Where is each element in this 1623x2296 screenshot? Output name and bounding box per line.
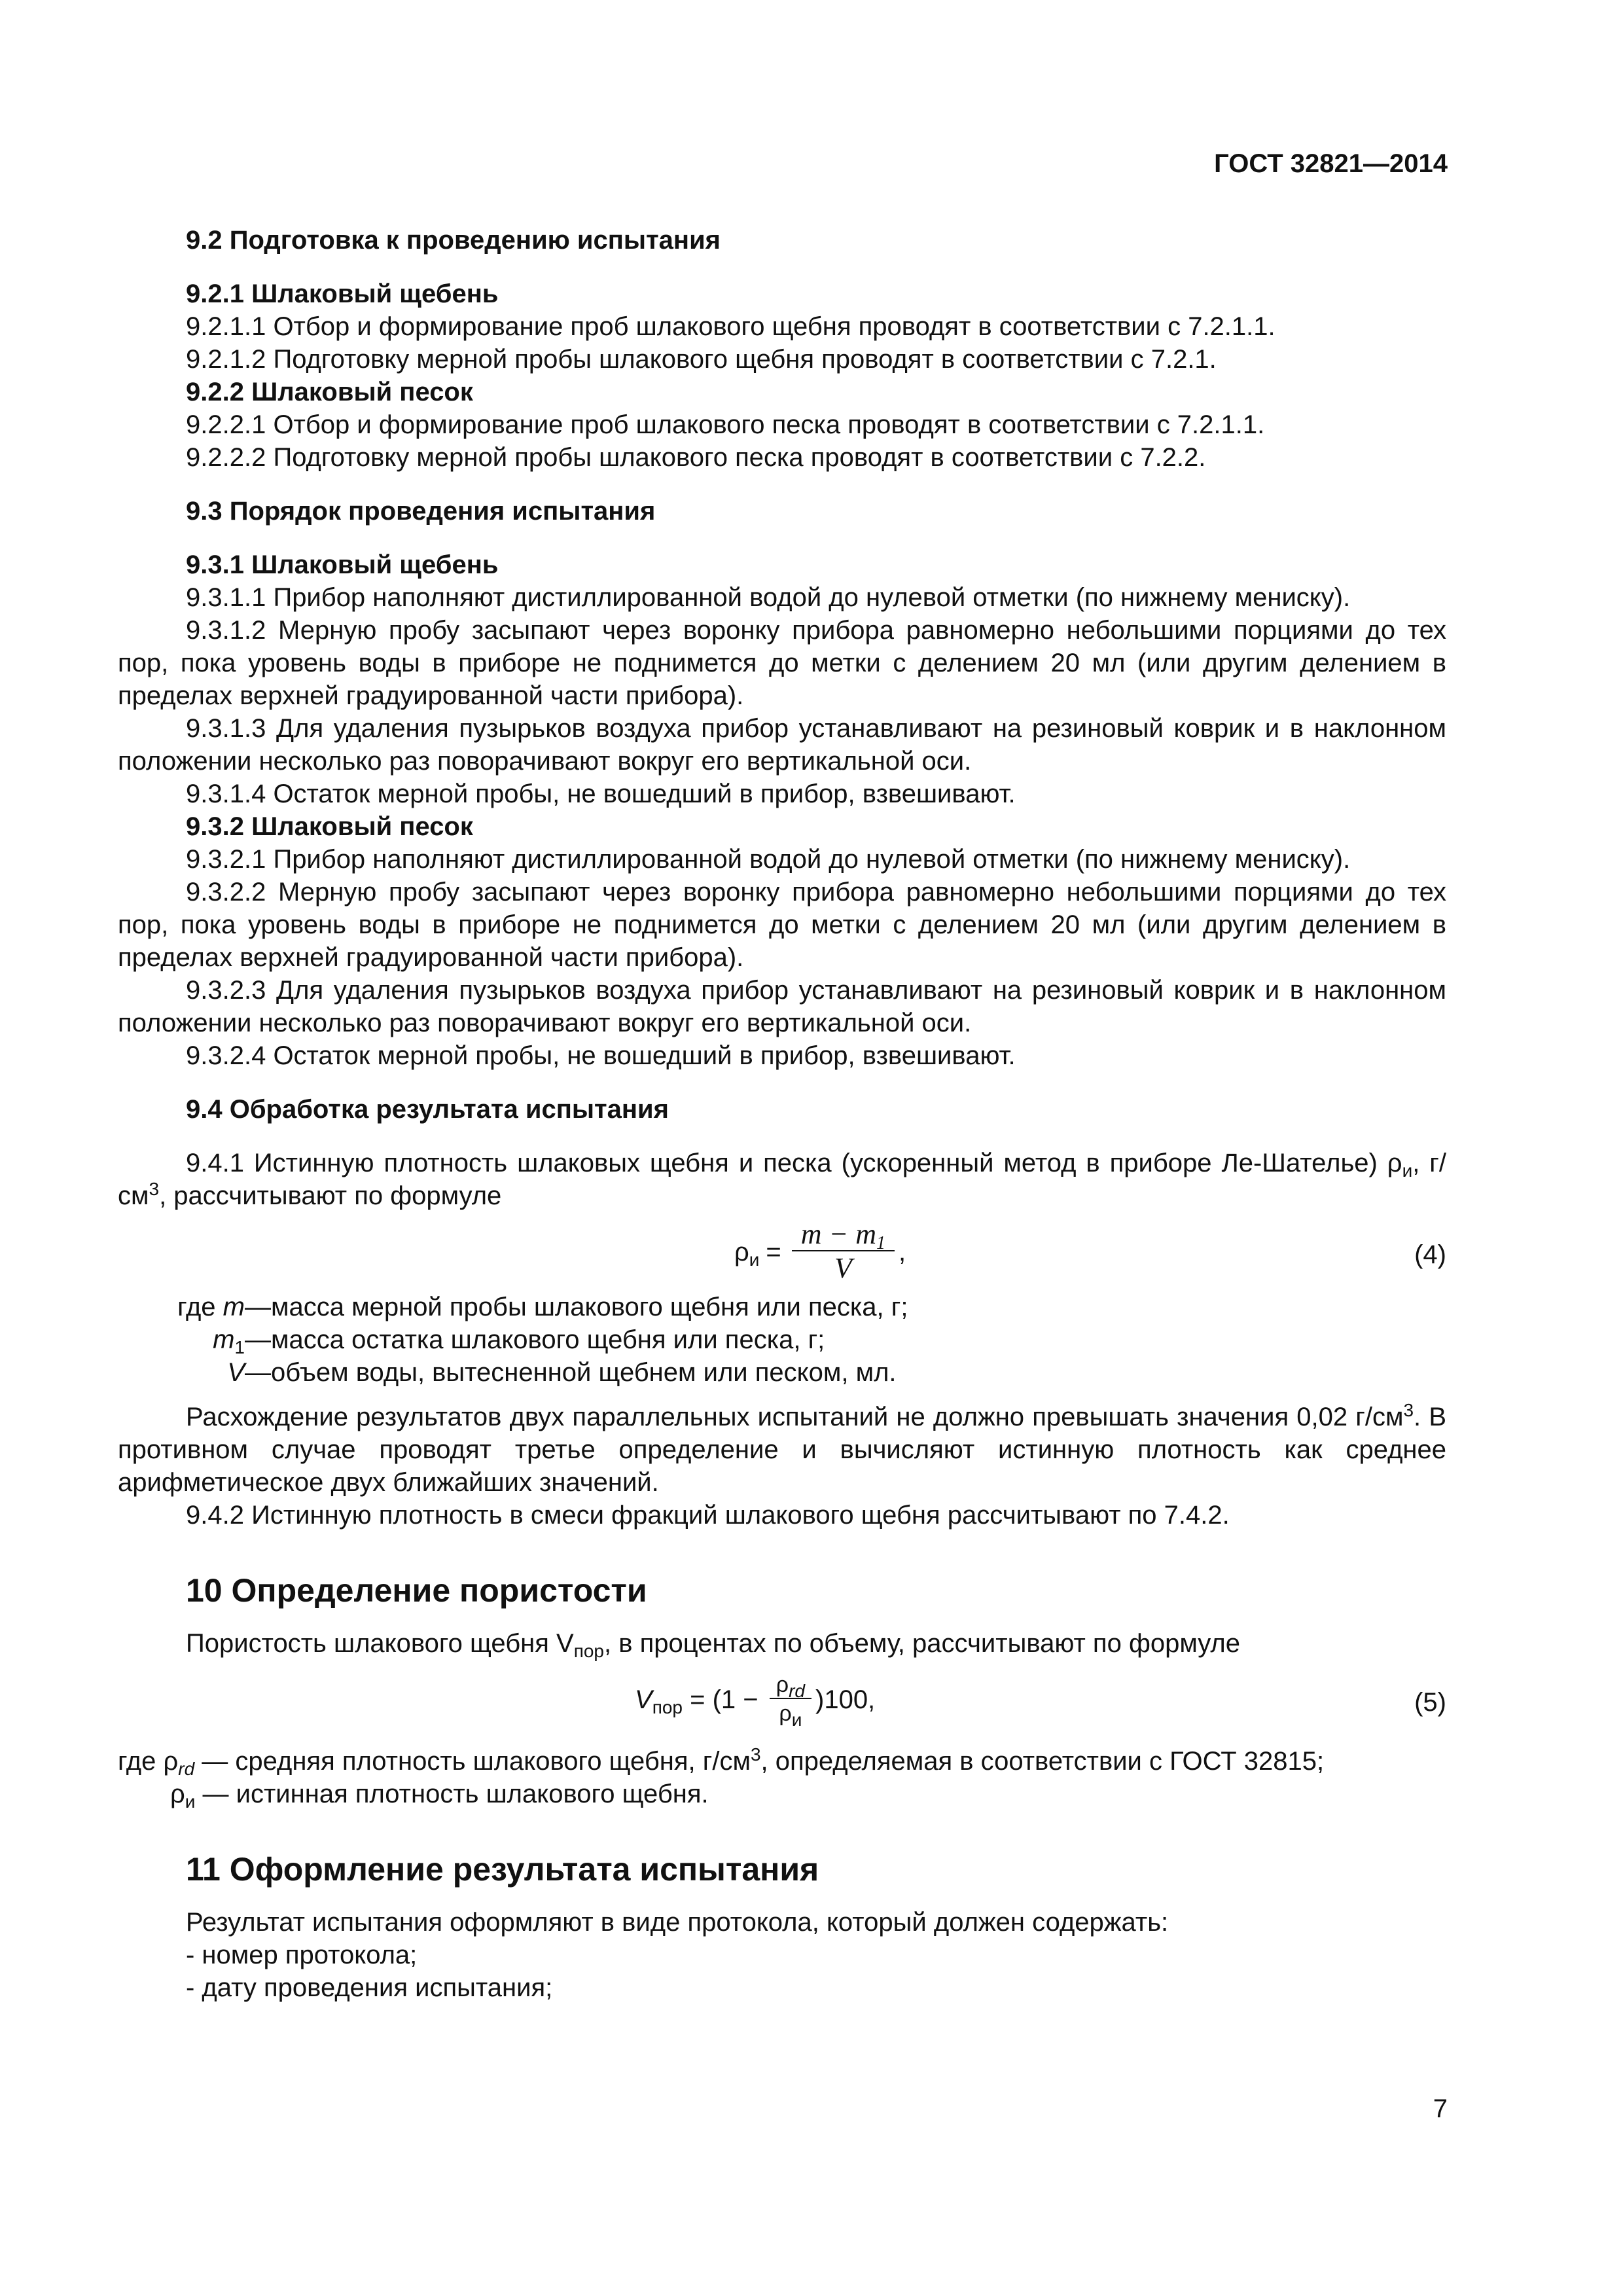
where-row-3-label: V xyxy=(227,1358,245,1387)
document-code-header: ГОСТ 32821—2014 xyxy=(1214,149,1448,178)
paragraph-9-2-2-2: 9.2.2.2 Подготовку мерной пробы шлакового песка проводят в соответствии с 7.2.2. xyxy=(186,443,1206,472)
formula-4-lhs: $\rho_и$ xyxy=(734,1238,760,1270)
formula-4-numerator: $m - m_1$ xyxy=(792,1219,895,1251)
list-item: - номер протокола; xyxy=(186,1941,418,1969)
formula-5-body xyxy=(635,1672,875,1728)
formula-4 xyxy=(118,1212,1446,1291)
paragraph-9-3-1-1: 9.3.1.1 Прибор наполняют дистиллированной водой до нулевой отметки (по нижнему мениску). xyxy=(186,583,1351,612)
where-rho-rd: где $\rho_{rd}$ — средняя плотность шлакового щебня, $г/см^3$, определяемая в соответствии с ГОСТ 32815; xyxy=(118,1744,1325,1779)
subsection-9-2-1-title: 9.2.1 Шлаковый щебень xyxy=(186,279,499,308)
where-rho-i: $\rho_и$ — истинная плотность шлакового щебня. xyxy=(170,1780,709,1812)
section-9-4-title: 9.4 Обработка результата испытания xyxy=(186,1095,669,1124)
paragraph-9-3-2-4: 9.3.2.4 Остаток мерной пробы, не вошедший в прибор, взвешивают. xyxy=(186,1041,1016,1070)
formula-4-denominator: V xyxy=(834,1252,852,1284)
formula-5-tail: )100, xyxy=(815,1685,876,1714)
paragraph-9-4-2: 9.4.2 Истинную плотность в смеси фракций шлакового щебня рассчитывают по 7.4.2. xyxy=(186,1501,1230,1530)
formula-5-mid: = (1 − xyxy=(683,1685,766,1714)
formula-4-tail: , xyxy=(899,1238,906,1266)
paragraph-9-3-1-2: 9.3.1.2 Мерную пробу засыпают через воронку прибора равномерно небольшими порциями до тех пор, пока уровень воды в приборе не поднимется до метки с делением 20 мл (или другим делением в пределах верхней градуированной части прибора). xyxy=(118,616,1446,710)
paragraph-9-3-2-3: 9.3.2.3 Для удаления пузырьков воздуха прибор устанавливают на резиновый коврик и в наклонном положении несколько раз поворачивают вокруг его вертикальной оси. xyxy=(118,976,1446,1037)
list-item: - дату проведения испытания; xyxy=(186,1973,553,2002)
where-row-1-text: —масса мерной пробы шлакового щебня или песка, г; xyxy=(245,1293,908,1321)
where-row-3 xyxy=(118,1356,1446,1389)
where-row-3-text: —объем воды, вытесненной щебнем или песком, мл. xyxy=(245,1358,897,1387)
paragraph-9-2-1-2: 9.2.1.2 Подготовку мерной пробы шлакового щебня проводят в соответствии с 7.2.1. xyxy=(186,345,1217,374)
formula-5-fraction xyxy=(770,1672,812,1728)
where-row-2-label: $m_1$ xyxy=(213,1325,245,1357)
paragraph-9-4-1-unit: , г/см xyxy=(118,1149,1447,1210)
page-content xyxy=(118,224,1446,2004)
section-9-2-title: 9.2 Подготовка к проведению испытания xyxy=(186,226,721,255)
paragraph-9-4-1-tail: , рассчитывают по формуле xyxy=(159,1181,502,1210)
formula-4-equals: = xyxy=(766,1238,781,1266)
formula-4-body xyxy=(734,1219,906,1285)
formula-4-fraction xyxy=(792,1219,895,1285)
section-9-3-title: 9.3 Порядок проведения испытания xyxy=(186,497,656,526)
paragraph-9-3-1-3: 9.3.1.3 Для удаления пузырьков воздуха прибор устанавливают на резиновый коврик и в наклонном положении несколько раз поворачивают вокруг его вертикальной оси. xyxy=(118,714,1446,776)
unit-superscript: 3 xyxy=(149,1179,160,1199)
where-row-1 xyxy=(118,1291,1446,1323)
paragraph-9-3-1-4: 9.3.1.4 Остаток мерной пробы, не вошедший в прибор, взвешивают. xyxy=(186,780,1016,808)
subsection-9-3-2-title: 9.3.2 Шлаковый песок xyxy=(186,812,473,841)
paragraph-9-2-1-1: 9.2.1.1 Отбор и формирование проб шлакового щебня проводят в соответствии с 7.2.1.1. xyxy=(186,312,1275,341)
where-row-2-text: —масса остатка шлакового щебня или песка, г; xyxy=(245,1325,825,1354)
paragraph-9-3-2-1: 9.3.2.1 Прибор наполняют дистиллированной водой до нулевой отметки (по нижнему мениску). xyxy=(186,845,1351,874)
formula-5-denominator: $\rho_и$ xyxy=(779,1701,802,1730)
formula-4-number: (4) xyxy=(1414,1240,1446,1269)
paragraph-9-4-1-text: 9.4.1 Истинную плотность шлаковых щебня и песка (ускоренный метод в приборе Ле-Шателье) ρ xyxy=(186,1149,1402,1177)
formula-5-number: (5) xyxy=(1414,1688,1446,1717)
subsection-9-3-1-title: 9.3.1 Шлаковый щебень xyxy=(186,550,499,579)
rho-subscript: и xyxy=(1402,1160,1413,1181)
paragraph-discrepancy: Расхождение результатов двух параллельных испытаний не должно превышать значения 0,02 $г/см^3$. В противном случае проводят третье определение и вычисляют истинную плотность как среднее арифметическое двух ближайших значений. xyxy=(118,1400,1446,1497)
paragraph-porosity-intro: Пористость шлакового щебня $V_{пор}$, в процентах по объему, рассчитывают по формуле xyxy=(186,1629,1241,1661)
paragraph-9-3-2-2: 9.3.2.2 Мерную пробу засыпают через воронку прибора равномерно небольшими порциями до тех пор, пока уровень воды в приборе не поднимется до метки с делением 20 мл (или другим делением в пределах верхней градуированной части прибора). xyxy=(118,878,1446,972)
page-number: 7 xyxy=(1433,2094,1448,2123)
paragraph-protocol-intro: Результат испытания оформляют в виде протокола, который должен содержать: xyxy=(186,1908,1169,1937)
subsection-9-2-2-title: 9.2.2 Шлаковый песок xyxy=(186,378,473,406)
formula-5-lhs: $V_{пор}$ xyxy=(635,1685,683,1717)
formula-5-numerator: $\rho_{rd}$ xyxy=(770,1672,812,1699)
where-row-2 xyxy=(118,1323,1446,1356)
formula-5 xyxy=(118,1660,1446,1745)
where-row-1-label: где m xyxy=(177,1293,245,1321)
paragraph-9-2-2-1: 9.2.2.1 Отбор и формирование проб шлакового песка проводят в соответствии с 7.2.1.1. xyxy=(186,410,1265,439)
section-11-title: 11 Оформление результата испытания xyxy=(186,1851,819,1888)
paragraph-9-4-1 xyxy=(118,1147,1446,1212)
section-10-title: 10 Определение пористости xyxy=(186,1572,647,1609)
